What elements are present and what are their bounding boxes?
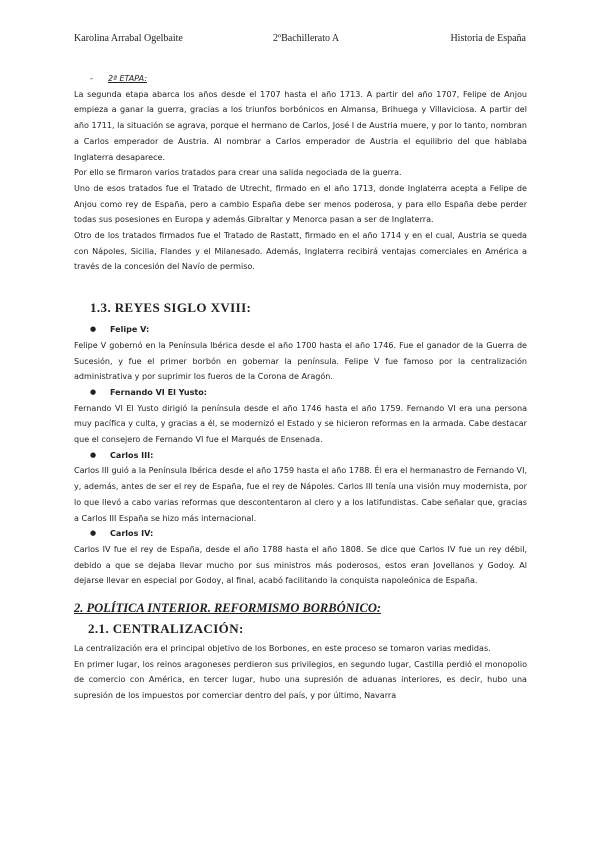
header-subject: Historia de España	[450, 33, 526, 44]
list-item	[90, 526, 527, 542]
bullet-icon: ●	[90, 450, 97, 459]
header-course: 2ºBachillerato A	[273, 33, 340, 44]
section-heading-2-1: 2.1. CENTRALIZACIÓN:	[88, 621, 244, 637]
king-name: Carlos IV:	[110, 529, 154, 539]
bullet-icon: ●	[90, 325, 97, 334]
paragraph: La segunda etapa abarca los años desde el 1707 hasta el año 1713. A partir del año 1707, Felipe de Anjou empieza a ganar la guerra, gracias a los triunfos borbónicos en Almansa, Brihuega y Villaviciosa. A partir del año 1711, la situación se agrava, porque el hermano de Carlos, José I de Austria muere, y por lo tanto, nombran a Carlos emperador de Austria. Al nombrar a Carlos emperador de Austria el equilibrio del que hablaba Inglaterra desaparece.	[74, 89, 527, 162]
list-item	[90, 385, 527, 401]
paragraph: Felipe V gobernó en la Península Ibérica desde el año 1700 hasta el año 1746. Fue el ganador de la Guerra de Sucesión, y fue el primer borbón en gobernar la península. Felipe V fue famoso por la centralización administrativa y por suprimir los fueros de la Corona de Aragón.	[74, 340, 527, 382]
list-dash: -	[90, 74, 93, 83]
paragraph: Carlos III guió a la Península Ibérica desde el año 1759 hasta el año 1788. Él era el hermanastro de Fernando VI, y, además, antes de ser el rey de España, fue el rey de Nápoles. Carlos III tenía una visión muy modernista, por lo que llevó a cabo varias reformas que descontentaron al clero y a los latifundistas. Cabe señalar que, gracias a Carlos III España se hizo más internacional.	[74, 466, 527, 523]
section-heading-1-3: 1.3. REYES SIGLO XVIII:	[90, 300, 252, 316]
paragraph: En primer lugar, los reinos aragoneses perdieron sus privilegios, en segundo lugar, Castilla perdió el monopolio de comercio con América, en tercer lugar, hubo una supresión de aduanas interiores, es decir, hubo una supresión de los impuestos por comerciar dentro del país, y por último, Navarra	[74, 659, 527, 701]
list-item	[90, 322, 527, 338]
etapa-label: 2ª ETAPA:	[108, 74, 148, 83]
list-item	[90, 448, 527, 464]
paragraph: La centralización era el principal objetivo de los Borbones, en este proceso se tomaron varias medidas.	[74, 644, 491, 654]
etapa-heading	[90, 71, 527, 87]
paragraph: Uno de esos tratados fue el Tratado de Utrecht, firmado en el año 1713, donde Inglaterra acepta a Felipe de Anjou como rey de España, pero a cambio España debe ser menos poderosa, y para ello España debe perder todas sus posesiones en Europa y además Gibraltar y Menorca pasan a ser de Inglaterra.	[74, 183, 527, 225]
paragraph: Otro de los tratados firmados fue el Tratado de Rastatt, firmado en el año 1714 y en el cual, Austria se queda con Nápoles, Sicilia, Flandes y el Milanesado. Además, Inglaterra recibirá ventajas comerciales en América a través de la concesión del Navío de permiso.	[74, 231, 527, 272]
king-name: Carlos III:	[110, 450, 154, 460]
paragraph: Carlos IV fue el rey de España, desde el año 1788 hasta el año 1808. Se dice que Carlos IV fue un rey débil, debido a que se dejaba llevar mucho por sus ministros más poderosos, estos eran Jovellanos y Godoy. Al dejarse llevar en especial por Godoy, al final, acabó facilitando la conquista napoleónica de España.	[74, 544, 527, 586]
document-body	[74, 71, 527, 704]
header-author: Karolina Arrabal Ogelbaite	[74, 33, 183, 44]
king-name: Felipe V:	[110, 325, 150, 335]
section-heading-2: 2. POLÍTICA INTERIOR. REFORMISMO BORBÓNICO:	[74, 601, 382, 616]
paragraph: Por ello se firmaron varios tratados para crear una salida negociada de la guerra.	[74, 168, 402, 178]
king-name: Fernando VI El Yusto:	[110, 387, 208, 397]
page-header	[74, 33, 526, 47]
bullet-icon: ●	[90, 529, 97, 538]
paragraph: Fernando VI El Yusto dirigió la península desde el año 1746 hasta el año 1759. Fernando VI era una persona muy pacífica y culta, y gracias a él, se modernizó el Estado y se hicieron reformas en la armada. Cabe destacar que el consejero de Fernando VI fue el Marqués de Ensenada.	[74, 403, 527, 445]
bullet-icon: ●	[90, 387, 97, 396]
